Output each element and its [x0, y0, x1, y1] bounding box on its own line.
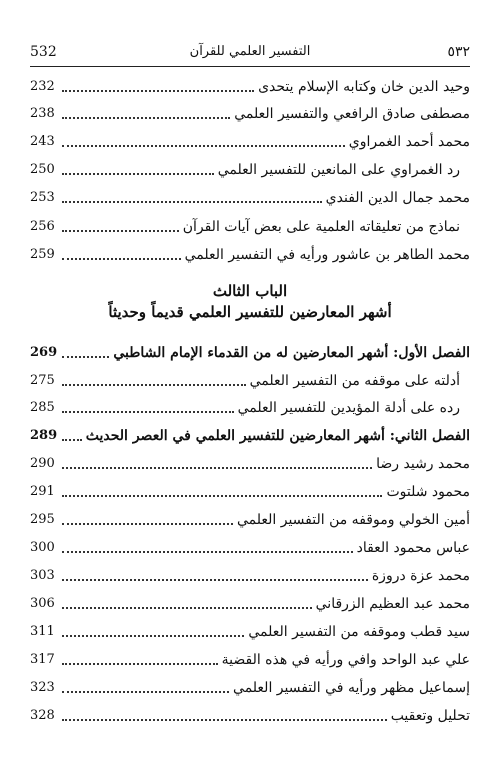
toc-entry	[30, 217, 470, 239]
header-rule	[30, 66, 470, 67]
toc-entry-text: الفصل الأول: أشهر المعارضين له من القدماء الإمام الشاطبي	[113, 345, 470, 361]
toc-page-number: 253	[30, 190, 55, 205]
leader-dots	[62, 551, 353, 553]
leader-dots	[62, 145, 345, 147]
leader-dots	[62, 691, 229, 693]
toc-page-number: 238	[30, 106, 55, 121]
toc-page-number: 317	[30, 652, 55, 667]
toc-entry-text: رد الغمراوي على المانعين للتفسير العلمي	[217, 162, 460, 178]
toc-entry	[30, 482, 470, 504]
leader-dots	[62, 663, 218, 665]
toc-entry	[30, 188, 470, 210]
leader-dots	[62, 201, 322, 203]
toc-entry-text: عباس محمود العقاد	[356, 540, 470, 556]
toc-entry-text: محمد الطاهر بن عاشور ورأيه في التفسير العلمي	[184, 247, 470, 263]
toc-entry	[30, 706, 470, 728]
toc-entry-text: تحليل وتعقيب	[390, 708, 470, 724]
page-number-latin: 532	[30, 44, 57, 60]
leader-dots	[62, 495, 382, 497]
leader-dots	[62, 635, 244, 637]
toc-page-number: 269	[30, 345, 58, 360]
leader-dots	[62, 719, 387, 721]
leader-dots	[62, 90, 254, 92]
toc-entry-text: إسماعيل مظهر ورأيه في التفسير العلمي	[233, 680, 470, 696]
toc-entry	[30, 132, 470, 154]
toc-entry-text: محمد جمال الدين الفندي	[325, 190, 470, 206]
toc-entry-text: محمد عبد العظيم الزرقاني	[315, 596, 470, 612]
page-number-arabic: ٥٣٢	[447, 44, 470, 60]
toc-entry-text: علي عبد الواحد وافي ورأيه في هذه القضية	[221, 652, 470, 668]
page-header	[30, 44, 470, 64]
leader-dots	[62, 411, 234, 413]
toc-page-number: 328	[30, 708, 55, 723]
toc-page-number: 250	[30, 162, 55, 177]
leader-dots	[62, 173, 214, 175]
toc-page-number: 300	[30, 540, 55, 555]
leader-dots	[62, 523, 233, 525]
leader-dots	[62, 439, 82, 441]
toc-page-number: 323	[30, 680, 55, 695]
toc-page-number: 290	[30, 456, 55, 471]
toc-page-number: 275	[30, 373, 55, 388]
leader-dots	[62, 117, 230, 119]
leader-dots	[62, 384, 246, 386]
toc-entry	[30, 343, 470, 365]
toc-page-number: 311	[30, 624, 55, 639]
toc-entry-text: محمد رشيد رضا	[376, 456, 470, 472]
toc-entry-text: الفصل الثاني: أشهر المعارضين للتفسير العلمي في العصر الحديث	[85, 428, 470, 444]
toc-page-number: 285	[30, 400, 55, 415]
toc-entry-text: محمد أحمد الغمراوي	[348, 134, 470, 150]
toc-entry	[30, 594, 470, 616]
chapter-title: أشهر المعارضين للتفسير العلمي قديماً وحديثاً	[108, 303, 392, 321]
toc-entry	[30, 104, 470, 126]
leader-dots	[62, 230, 179, 232]
toc-entry	[30, 398, 470, 420]
leader-dots	[62, 579, 368, 581]
toc-entry	[30, 650, 470, 672]
toc-entry-text: مصطفى صادق الرافعي والتفسير العلمي	[234, 106, 470, 122]
leader-dots	[62, 356, 109, 358]
leader-dots	[62, 467, 372, 469]
toc-entry	[30, 77, 470, 99]
toc-entry	[30, 454, 470, 476]
toc-entry-text: محمد عزة دروزة	[371, 568, 470, 584]
toc-page-number: 289	[30, 428, 58, 443]
toc-entry	[30, 678, 470, 700]
toc-entry	[30, 371, 470, 393]
running-title: التفسير العلمي للقرآن	[189, 44, 311, 59]
leader-dots	[62, 258, 181, 260]
toc-entry	[30, 245, 470, 267]
toc-page-number: 291	[30, 484, 55, 499]
chapter-heading: الباب الثالث	[212, 282, 288, 300]
toc-page-number: 256	[30, 219, 55, 234]
toc-entry	[30, 566, 470, 588]
toc-entry	[30, 510, 470, 532]
toc-entry-text: محمود شلتوت	[386, 484, 470, 500]
toc-page-number: 306	[30, 596, 55, 611]
toc-page-number: 295	[30, 512, 55, 527]
toc-page-number: 243	[30, 134, 55, 149]
leader-dots	[62, 607, 312, 609]
toc-entry	[30, 426, 470, 448]
toc-entry-text: رده على أدلة المؤيدين للتفسير العلمي	[237, 400, 460, 416]
toc-entry-text: وحيد الدين خان وكتابه الإسلام يتحدى	[258, 79, 470, 95]
toc-entry-text: سيد قطب وموقفه من التفسير العلمي	[248, 624, 470, 640]
toc-entry	[30, 160, 470, 182]
toc-entry	[30, 622, 470, 644]
toc-entry-text: نماذج من تعليقاته العلمية على بعض آيات القرآن	[182, 219, 460, 235]
toc-page-number: 259	[30, 247, 55, 262]
toc-page-number: 232	[30, 79, 55, 94]
toc-page-number: 303	[30, 568, 55, 583]
toc-entry-text: أمين الخولي وموقفه من التفسير العلمي	[236, 512, 470, 528]
toc-entry-text: أدلته على موقفه من التفسير العلمي	[249, 373, 460, 389]
toc-entry	[30, 538, 470, 560]
